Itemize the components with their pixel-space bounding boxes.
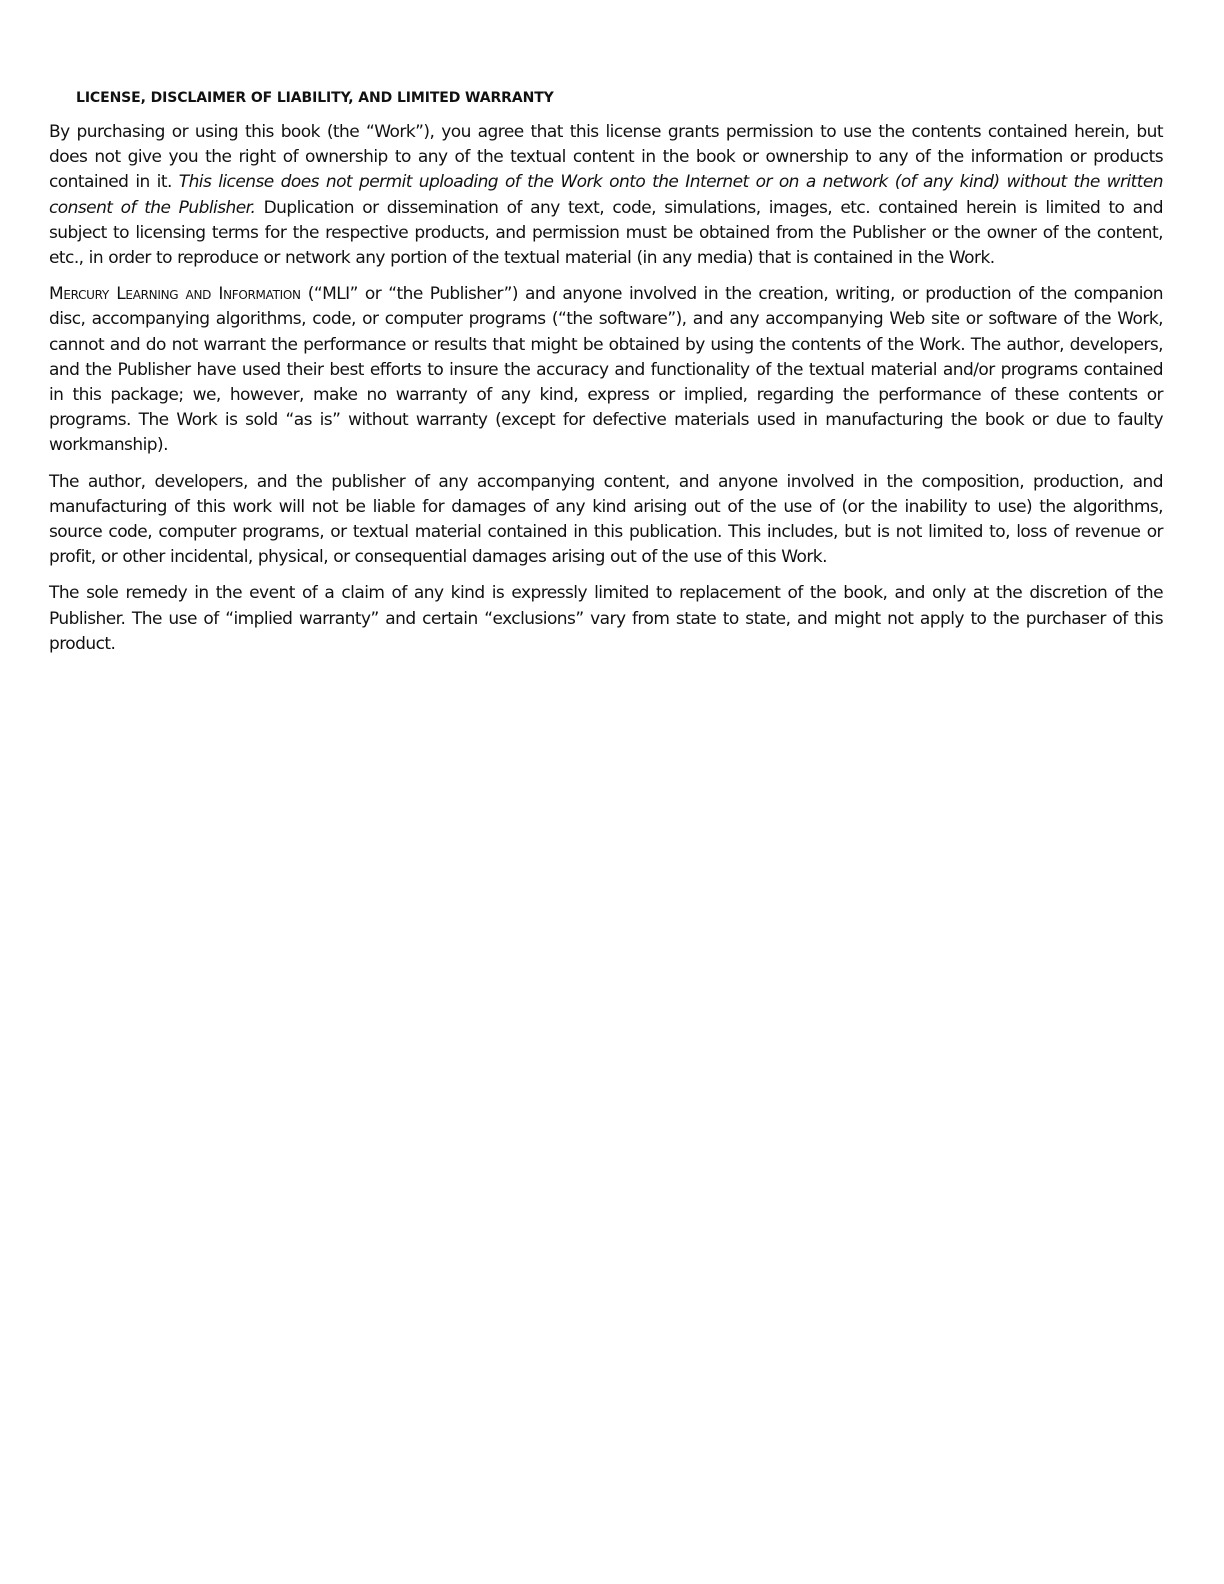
paragraph-license-italic: This license does not permit uploading of the Work onto the Internet or on a network (of any kind) without the written consent of the Publisher. [49,172,1164,218]
paragraph-license-text-a: By purchasing or using this book (the “Work”), you agree that this license grants permission to use the contents contained herein, but does not give you the right of ownership to any of the textual content in the book or ownership to any of the information or products contained in it. [49,122,1163,193]
paragraph-liability: The author, developers, and the publisher of any accompanying content, and anyone involved in the composition, production, and manufacturing of this work will not be liable for damages of any kind arising out of the use of (or the inability to use) the algorithms, source code, computer programs, or textual material contained in this publication. This includes, but is not limited to, loss of revenue or profit, or other incidental, physical, or consequential damages arising out of the use of this Work. [49,471,1163,568]
paragraph-license-text-b: Duplication or dissemination of any text, code, simulations, images, etc. contained herein is limited to and subject to licensing terms for the respective products, and permission must be obtained from the Publisher or the owner of the content, etc., in order to reproduce or network any portion of the textual material (in any media) that is contained in the Work. [49,197,1163,269]
paragraph-disclaimer [49,282,1163,458]
publisher-name: Mercury Learning and Information [49,284,301,305]
paragraph-remedy: The sole remedy in the event of a claim of any kind is expressly limited to replacement of the book, and only at the discretion of the Publisher. The use of “implied warranty” and certain “exclusions” vary from state to state, and might not apply to the purchaser of this product. [49,583,1163,654]
page-title: LICENSE, DISCLAIMER OF LIABILITY, AND LIMITED WARRANTY [76,90,554,106]
paragraph-license [49,120,1163,271]
license-page [49,88,1163,668]
paragraph-disclaimer-text: (“MLI” or “the Publisher”) and anyone involved in the creation, writing, or production of the companion disc, accompanying algorithms, code, or computer programs (“the software”), and any accompanying Web site or software of the Work, cannot and do not warrant the performance or results that might be obtained by using the contents of the Work. The author, developers, and the Publisher have used their best efforts to insure the accuracy and functionality of the textual material and/or programs contained in this package; we, however, make no warranty of any kind, express or implied, regarding the performance of these contents or programs. The Work is sold “as is” without warranty (except for defective materials used in manufacturing the book or due to faulty workmanship). [49,284,1163,456]
